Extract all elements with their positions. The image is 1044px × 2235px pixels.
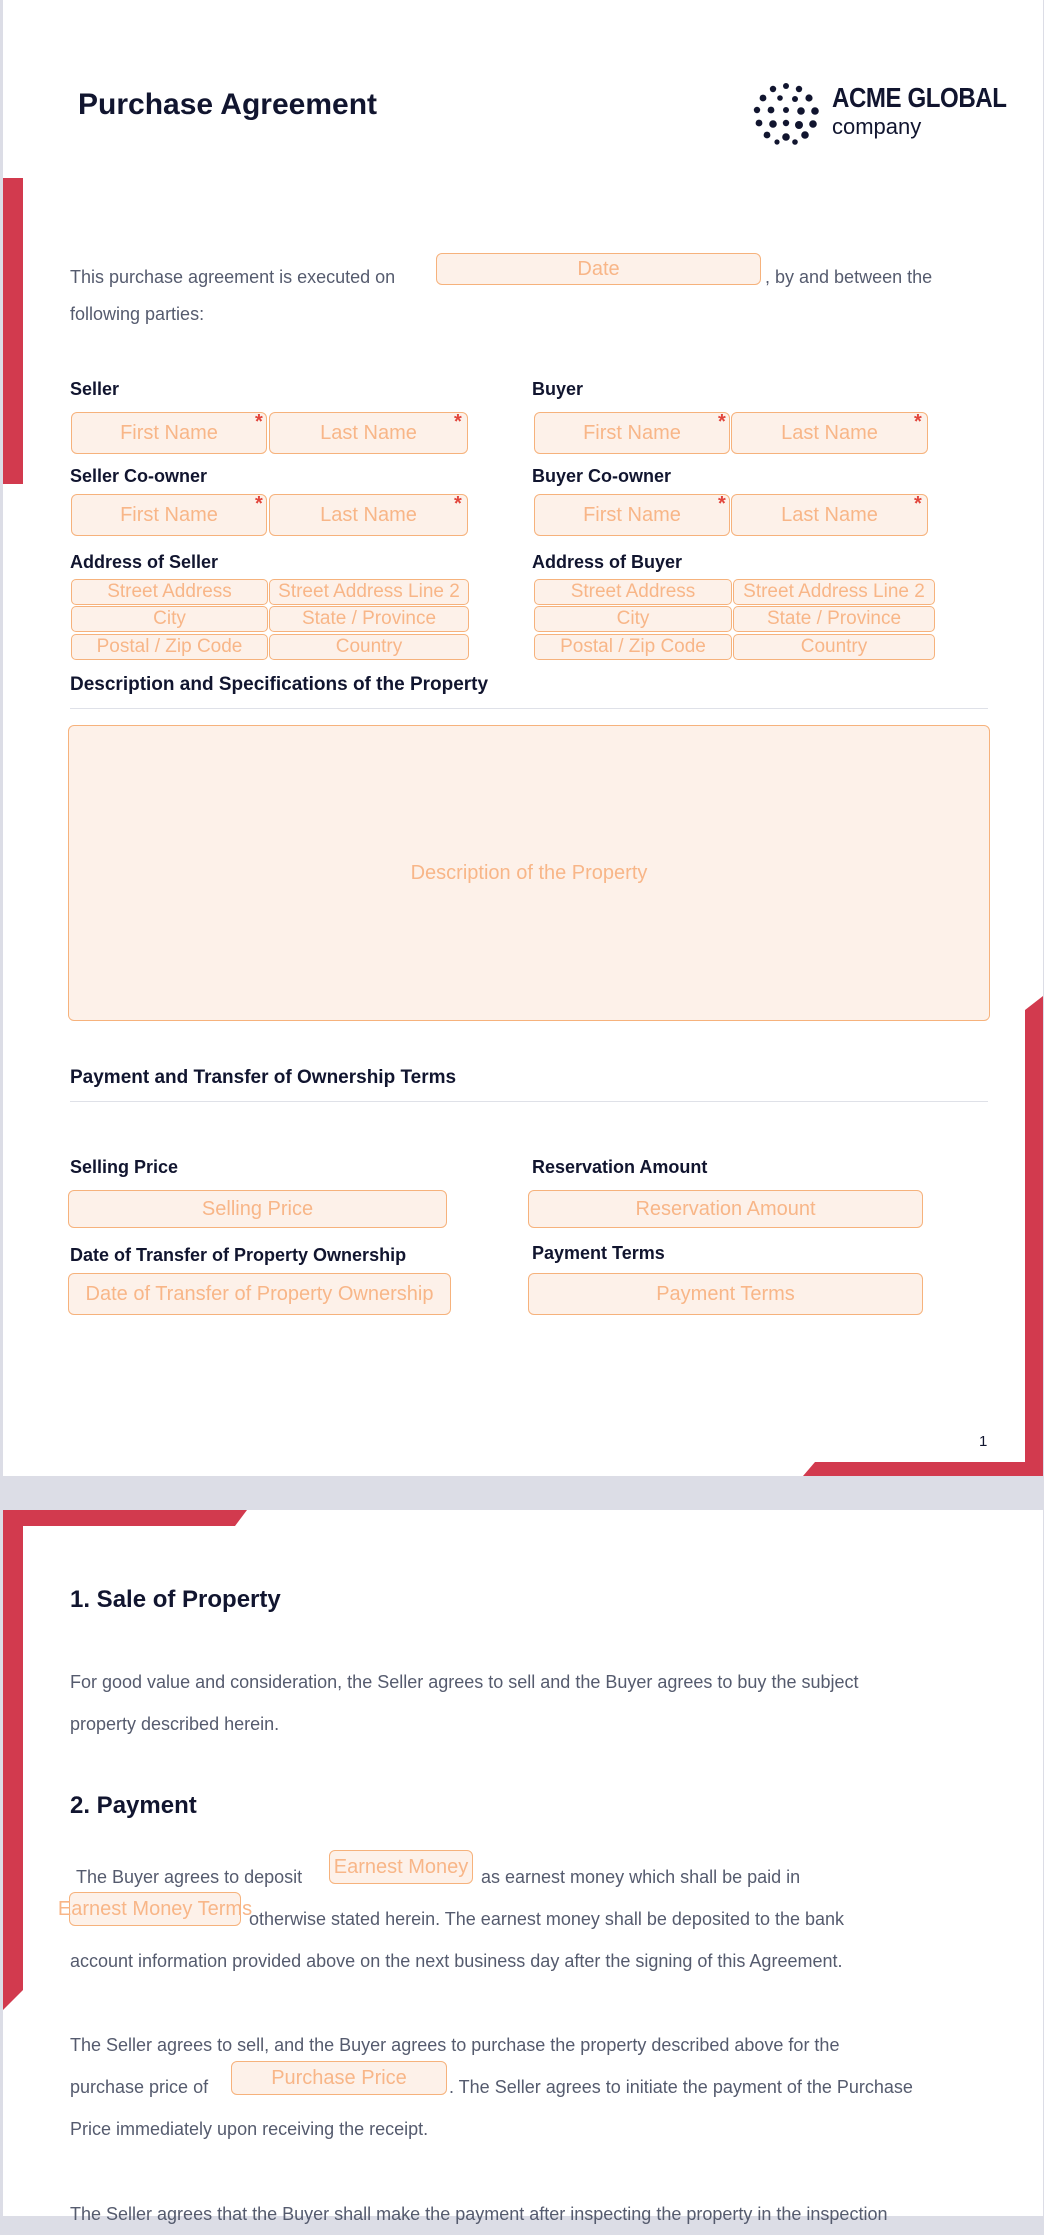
payment-terms-heading: Payment and Transfer of Ownership Terms	[70, 1067, 457, 1088]
earnest-money-terms-placeholder: Earnest Money Terms	[57, 1897, 253, 1920]
seller-zip-field[interactable]	[71, 634, 268, 660]
seller-street2-placeholder: Street Address Line 2	[278, 581, 460, 602]
payment-terms-field[interactable]	[528, 1273, 923, 1315]
buyer-street-placeholder: Street Address	[570, 581, 696, 602]
section2-p2-c: . The Seller agrees to initiate the payment of the Purchase	[449, 2077, 913, 2097]
seller-coowner-first-name-field[interactable]	[71, 494, 267, 536]
seller-country-placeholder: Country	[335, 636, 403, 657]
selling-price-placeholder: Selling Price	[201, 1197, 314, 1220]
seller-city-placeholder: City	[153, 608, 186, 629]
section1-heading: 1. Sale of Property	[70, 1586, 281, 1613]
page-2	[3, 1510, 1043, 2224]
page-number: 1	[979, 1433, 988, 1450]
property-description-field[interactable]	[68, 725, 990, 1021]
seller-street2-field[interactable]	[269, 579, 469, 605]
section2-p2-d: Price immediately upon receiving the receipt.	[70, 2119, 429, 2139]
buyer-zip-field[interactable]	[534, 634, 732, 660]
buyer-first-name-placeholder: First Name	[583, 421, 681, 444]
reservation-amount-label: Reservation Amount	[532, 1157, 708, 1177]
buyer-coowner-first-name-required-mark: *	[718, 493, 726, 515]
earnest-money-terms-field[interactable]	[57, 1892, 253, 1926]
property-heading: Description and Specifications of the Property	[70, 674, 489, 695]
seller-last-name-field[interactable]	[269, 412, 468, 454]
seller-country-field[interactable]	[269, 634, 469, 660]
seller-city-field[interactable]	[71, 606, 268, 632]
buyer-state-field[interactable]	[733, 606, 935, 632]
section2-p1-b: as earnest money which shall be paid in	[481, 1867, 801, 1887]
seller-coowner-last-name-field[interactable]	[269, 494, 468, 536]
page-title: Purchase Agreement	[78, 88, 378, 121]
reservation-amount-field[interactable]	[528, 1190, 923, 1228]
intro-text-end: , by and between the	[765, 267, 933, 287]
seller-last-name-placeholder: Last Name	[320, 421, 417, 444]
seller-first-name-placeholder: First Name	[120, 421, 218, 444]
seller-state-placeholder: State / Province	[301, 608, 437, 629]
buyer-coowner-label: Buyer Co-owner	[532, 466, 672, 486]
buyer-coowner-first-name-placeholder: First Name	[583, 503, 681, 526]
company-logo-icon	[751, 80, 821, 146]
purchase-price-placeholder: Purchase Price	[271, 2066, 407, 2089]
buyer-country-field[interactable]	[733, 634, 935, 660]
seller-first-name-field[interactable]	[71, 412, 267, 454]
seller-state-field[interactable]	[269, 606, 469, 632]
seller-label: Seller	[70, 379, 120, 399]
buyer-city-field[interactable]	[534, 606, 732, 632]
buyer-last-name-placeholder: Last Name	[781, 421, 878, 444]
intro-text-start: This purchase agreement is executed on	[70, 267, 396, 287]
reservation-amount-placeholder: Reservation Amount	[635, 1197, 816, 1220]
earnest-money-placeholder: Earnest Money	[333, 1855, 469, 1878]
seller-street-placeholder: Street Address	[107, 581, 232, 602]
seller-coowner-label: Seller Co-owner	[70, 466, 208, 486]
intro-text-line2: following parties:	[70, 304, 205, 324]
section2-p1-d: account information provided above on the next business day after the signing of this Agreement.	[70, 1951, 843, 1971]
payment-terms-divider	[70, 1101, 988, 1102]
transfer-date-placeholder: Date of Transfer of Property Ownership	[85, 1282, 434, 1305]
buyer-coowner-last-name-placeholder: Last Name	[781, 503, 878, 526]
buyer-label: Buyer	[532, 379, 584, 399]
seller-first-name-required-mark: *	[255, 411, 263, 433]
section1-line1: For good value and consideration, the Seller agrees to sell and the Buyer agrees to buy the subject	[70, 1672, 859, 1692]
seller-coowner-first-name-required-mark: *	[255, 493, 263, 515]
buyer-coowner-last-name-required-mark: *	[914, 493, 922, 515]
buyer-zip-placeholder: Postal / Zip Code	[560, 636, 706, 657]
buyer-street-field[interactable]	[534, 579, 732, 605]
buyer-state-placeholder: State / Province	[766, 608, 902, 629]
seller-coowner-last-name-required-mark: *	[454, 493, 462, 515]
section2-p2-a: The Seller agrees to sell, and the Buyer agrees to purchase the property described above for the	[70, 2035, 840, 2055]
transfer-date-field[interactable]	[68, 1273, 451, 1315]
property-divider	[70, 708, 988, 709]
seller-address-label: Address of Seller	[70, 552, 219, 572]
buyer-coowner-first-name-field[interactable]	[534, 494, 730, 536]
agreement-date-placeholder: Date	[577, 257, 620, 280]
buyer-last-name-required-mark: *	[914, 411, 922, 433]
payment-terms-label: Payment Terms	[532, 1243, 665, 1263]
buyer-first-name-field[interactable]	[534, 412, 730, 454]
buyer-last-name-field[interactable]	[731, 412, 928, 454]
buyer-street2-field[interactable]	[733, 579, 935, 605]
seller-street-field[interactable]	[71, 579, 268, 605]
agreement-date-field[interactable]	[436, 253, 761, 285]
seller-last-name-required-mark: *	[454, 411, 462, 433]
buyer-address-label: Address of Buyer	[532, 552, 683, 572]
seller-coowner-first-name-placeholder: First Name	[120, 503, 218, 526]
section2-p1-c: otherwise stated herein. The earnest money shall be deposited to the bank	[249, 1909, 845, 1929]
buyer-city-placeholder: City	[616, 608, 650, 629]
section2-p1-a: The Buyer agrees to deposit	[76, 1867, 303, 1887]
property-description-placeholder: Description of the Property	[410, 861, 648, 884]
buyer-coowner-last-name-field[interactable]	[731, 494, 928, 536]
section2-p2-b: purchase price of	[70, 2077, 209, 2097]
company-name: ACME GLOBAL	[832, 82, 1007, 113]
buyer-street2-placeholder: Street Address Line 2	[743, 581, 925, 602]
seller-coowner-last-name-placeholder: Last Name	[320, 503, 417, 526]
earnest-money-field[interactable]	[329, 1850, 473, 1884]
purchase-price-field[interactable]	[231, 2061, 447, 2095]
selling-price-label: Selling Price	[70, 1157, 179, 1177]
payment-terms-placeholder: Payment Terms	[656, 1282, 795, 1305]
selling-price-field[interactable]	[68, 1190, 447, 1228]
page-1	[3, 0, 1043, 1476]
section1-line2: property described herein.	[70, 1714, 280, 1734]
company-subtitle: company	[832, 114, 922, 139]
seller-zip-placeholder: Postal / Zip Code	[96, 636, 243, 657]
buyer-country-placeholder: Country	[800, 636, 868, 657]
transfer-date-label: Date of Transfer of Property Ownership	[70, 1245, 407, 1265]
section2-p3-a: The Seller agrees that the Buyer shall make the payment after inspecting the property in the inspection	[70, 2204, 888, 2224]
buyer-first-name-required-mark: *	[718, 411, 726, 433]
section2-heading: 2. Payment	[70, 1792, 197, 1819]
